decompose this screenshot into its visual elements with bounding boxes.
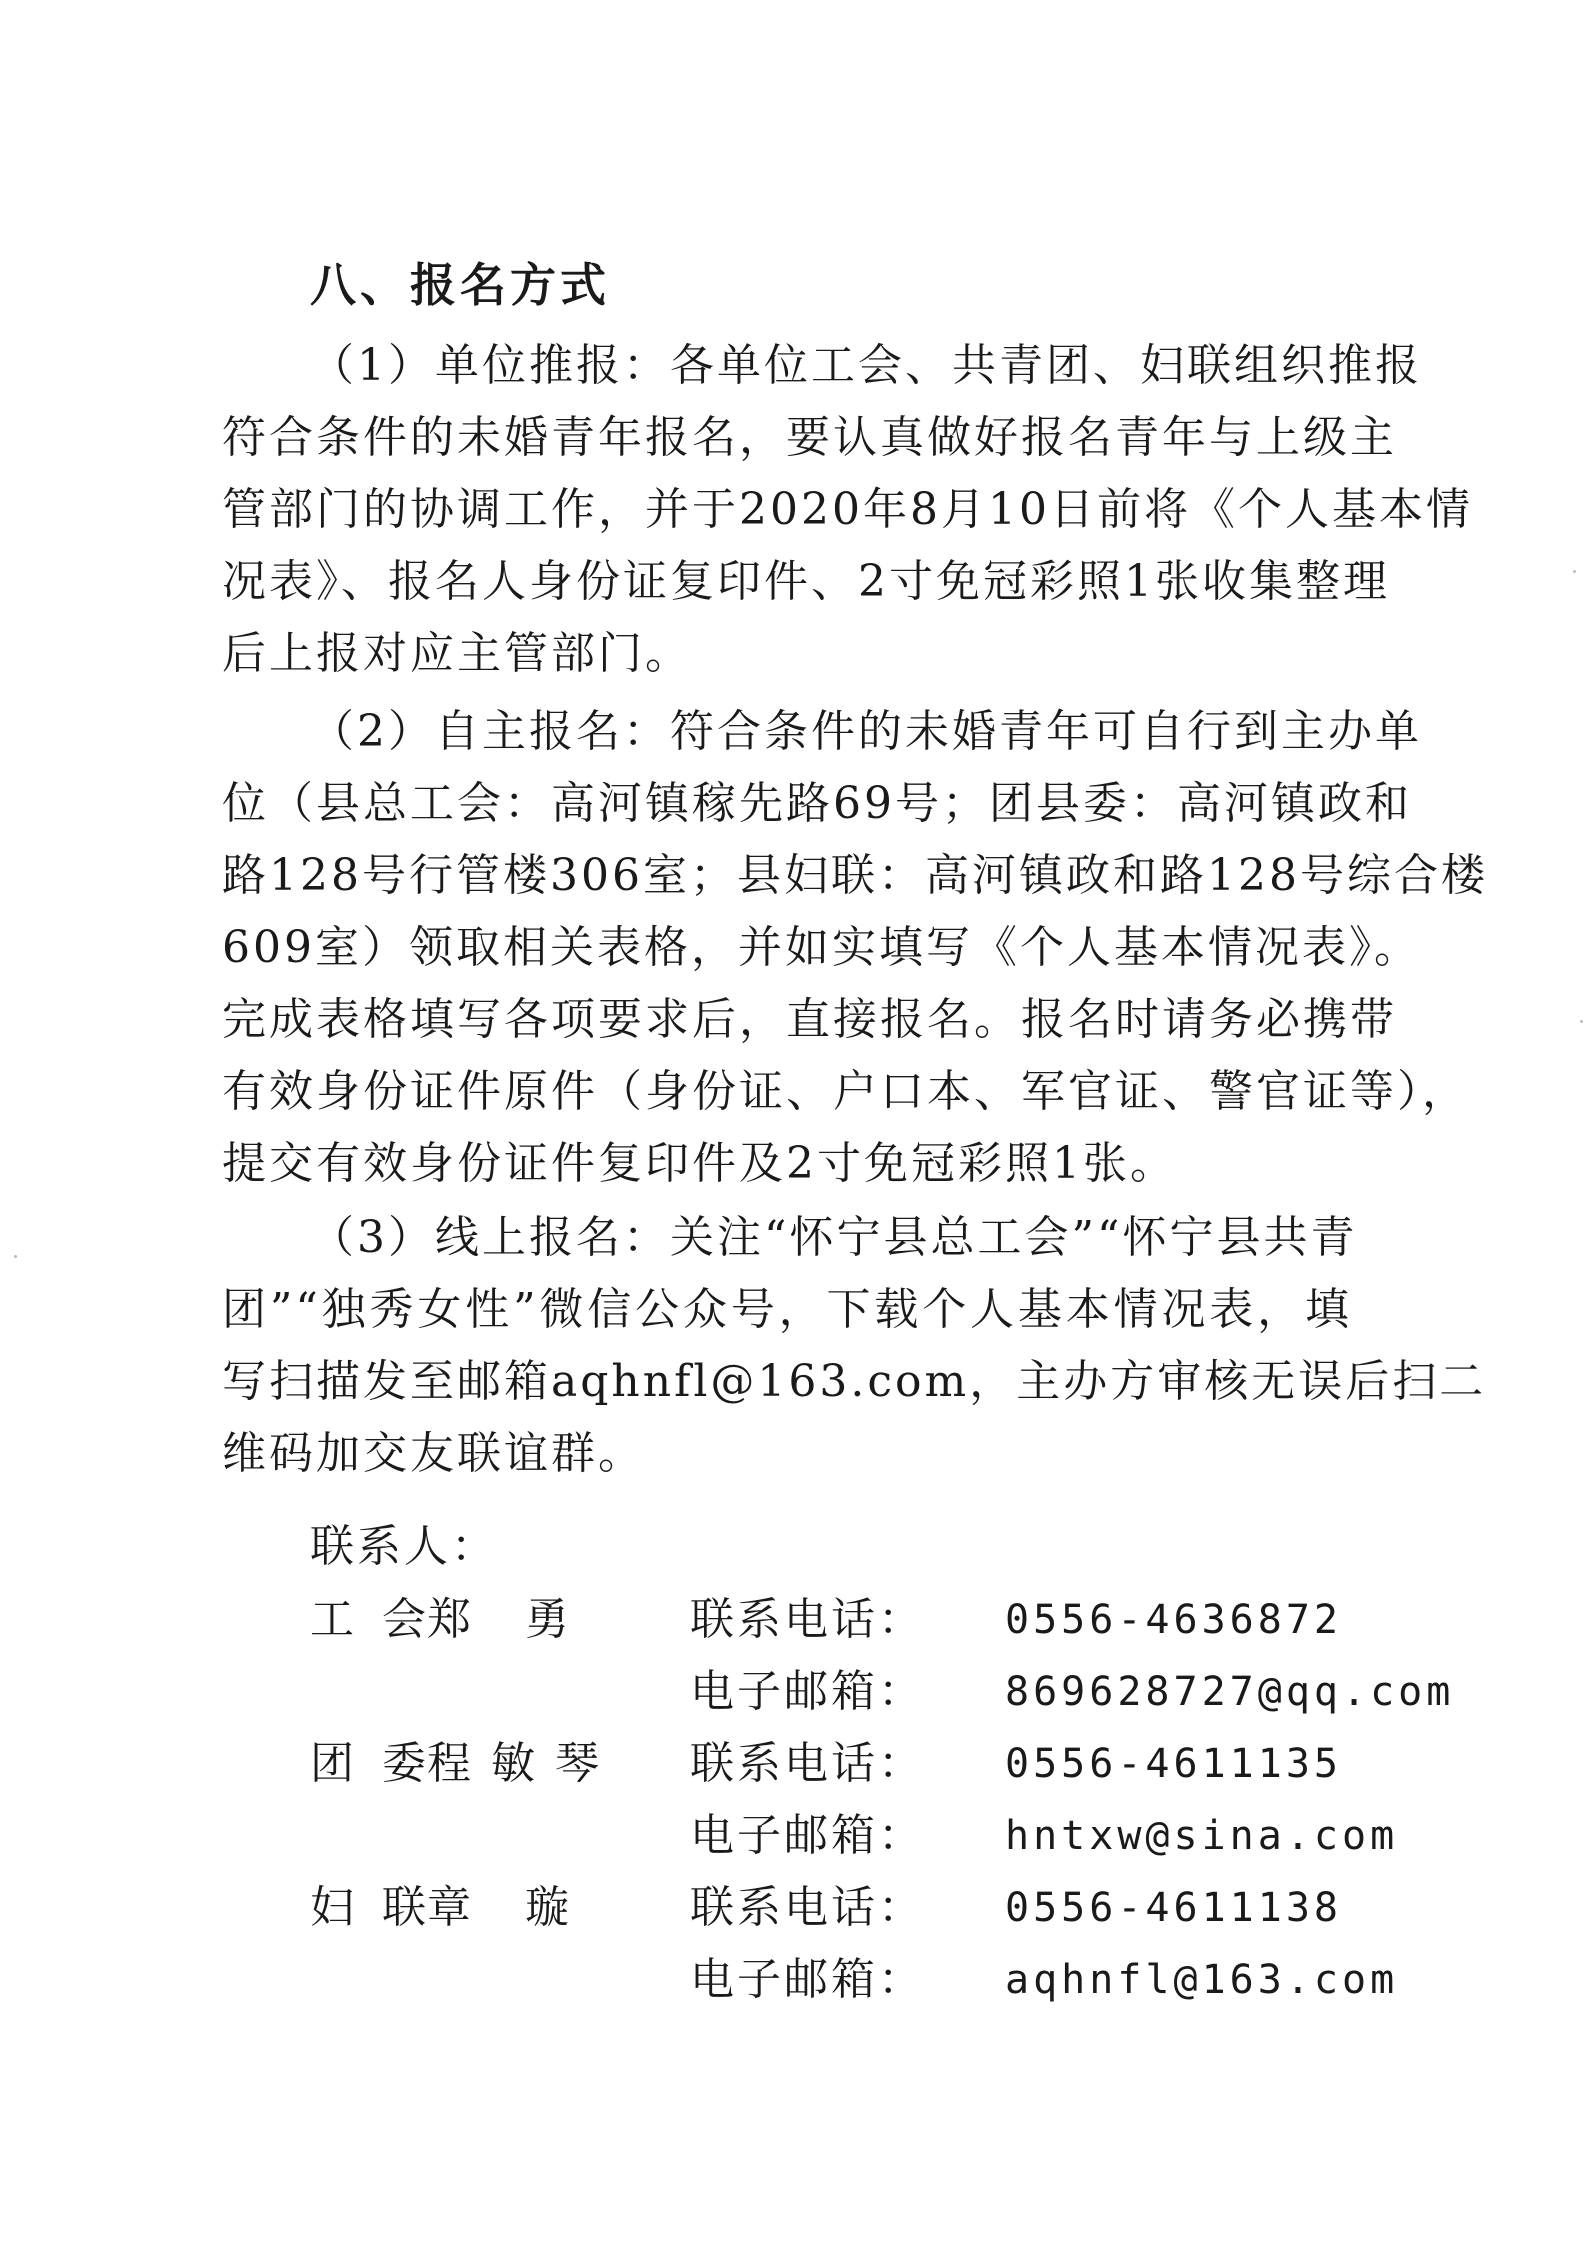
text-line: 况表》、报名人身份证复印件、2寸免冠彩照1张收集整理 <box>222 556 1390 607</box>
paragraph-self-register <box>222 696 1488 1200</box>
contact-phone: 0556-4611135 <box>1005 1741 1342 1787</box>
contact-row <box>310 1944 1399 2016</box>
scan-speck <box>1573 570 1576 573</box>
contacts-title: 联系人： <box>310 1521 498 1572</box>
contact-key: 联系电话： <box>690 1738 925 1789</box>
text-line: （3）线上报名：关注“怀宁县总工会”“怀宁县共青 <box>310 1212 1358 1263</box>
text-line: 位（县总工会：高河镇稼先路69号；团县委：高河镇政和 <box>222 778 1412 829</box>
contact-org: 妇联 <box>310 1882 454 1933</box>
text-line: 写扫描发至邮箱aqhnfl@163.com，主办方审核无误后扫二 <box>222 1356 1487 1407</box>
scan-speck <box>1580 1020 1583 1023</box>
contact-name: 章 璇 <box>427 1882 589 1933</box>
contact-row <box>310 1872 1342 1944</box>
text-line: 符合条件的未婚青年报名，要认真做好报名青年与上级主 <box>222 412 1397 463</box>
contact-org: 工会 <box>310 1594 454 1645</box>
text-line: （1）单位推报：各单位工会、共青团、妇联组织推报 <box>310 340 1422 391</box>
contact-name: 程敏琴 <box>427 1738 619 1789</box>
contact-key: 电子邮箱： <box>690 1810 925 1861</box>
text-line: 609室）领取相关表格，并如实填写《个人基本情况表》。 <box>222 922 1421 973</box>
text-line: 维码加交友联谊群。 <box>222 1428 645 1479</box>
contact-name: 郑 勇 <box>427 1594 589 1645</box>
scan-speck <box>14 1255 17 1258</box>
text-line: 路128号行管楼306室；县妇联：高河镇政和路128号综合楼 <box>222 850 1488 901</box>
text-line: 有效身份证件原件（身份证、户口本、军官证、警官证等）， <box>222 1066 1469 1117</box>
paragraph-online-register <box>222 1202 1487 1490</box>
text-line: 后上报对应主管部门。 <box>222 628 692 679</box>
contact-key: 联系电话： <box>690 1594 925 1645</box>
contact-email: hntxw@sina.com <box>1005 1813 1399 1859</box>
contact-row <box>310 1584 1342 1656</box>
contact-row <box>310 1800 1399 1872</box>
paragraph-unit-recommend <box>222 330 1473 690</box>
contact-key: 联系电话： <box>690 1882 925 1933</box>
contact-row <box>310 1656 1455 1728</box>
text-line: 完成表格填写各项要求后，直接报名。报名时请务必携带 <box>222 994 1397 1045</box>
contact-phone: 0556-4611138 <box>1005 1885 1342 1931</box>
text-line: 提交有效身份证件复印件及2寸免冠彩照1张。 <box>222 1138 1177 1189</box>
text-line: 管部门的协调工作，并于2020年8月10日前将《个人基本情 <box>222 484 1473 535</box>
text-line: （2）自主报名：符合条件的未婚青年可自行到主办单 <box>310 706 1422 757</box>
contact-key: 电子邮箱： <box>690 1666 925 1717</box>
contact-email: aqhnfl@163.com <box>1005 1957 1399 2003</box>
contact-org: 团委 <box>310 1738 454 1789</box>
contact-email: 869628727@qq.com <box>1005 1669 1455 1715</box>
contact-phone: 0556-4636872 <box>1005 1597 1342 1643</box>
contact-key: 电子邮箱： <box>690 1954 925 2005</box>
contact-row <box>310 1728 1342 1800</box>
text-line: 团”“独秀女性”微信公众号，下载个人基本情况表，填 <box>222 1284 1352 1335</box>
section-heading: 八、报名方式 <box>310 258 610 312</box>
